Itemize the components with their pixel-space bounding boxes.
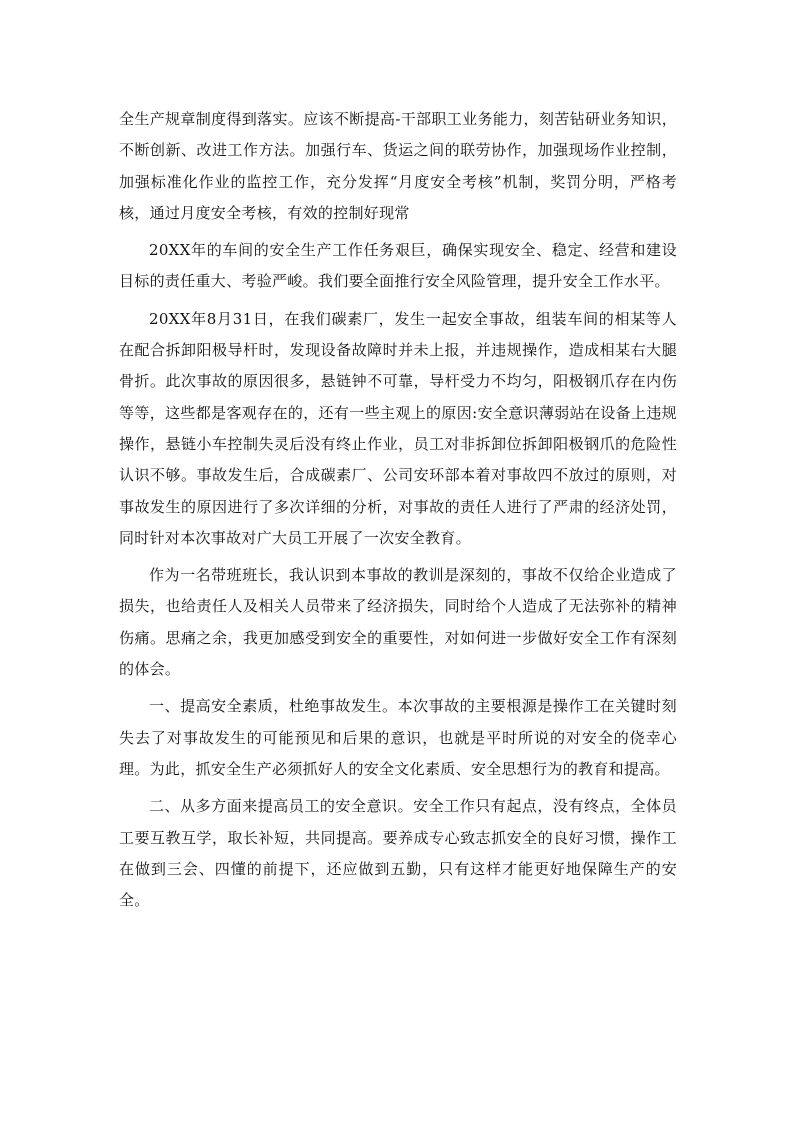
paragraph-4: 作为一名带班班长，我认识到本事故的教训是深刻的，事故不仅给企业造成了损失，也给责任人及相关人员带来了经济损失，同时给个人造成了无法弥补的精神伤痛。思痛之余，我更加感受到安全的重要性，对如何进一步做好安全工作有深刻的体会。: [119, 566, 677, 679]
paragraph-5: 一、提高安全素质，杜绝事故发生。本次事故的主要根源是操作工在关键时刻失去了对事故发生的可能预见和后果的意识，也就是平时所说的对安全的侥幸心理。为此，抓安全生产必须抓好人的安全文化素质、安全思想行为的教育和提高。: [119, 697, 677, 778]
paragraph-3: 20XX年8月31日，在我们碳素厂，发生一起安全事故，组装车间的相某等人在配合拆卸阳极导杆时，发现设备故障时并未上报，并违规操作，造成相某右大腿骨折。此次事故的原因很多，悬链钟不可靠，导杆受力不均匀，阳极钢爪存在内伤等等，这些都是客观存在的，还有一些主观上的原因:安全意识薄弱站在设备上违规操作，悬链小车控制失灵后没有终止作业，员工对非拆卸位拆卸阳极钢爪的危险性认识不够。事故发生后，合成碳素厂、公司安环部本着对事故四不放过的原则，对事故发生的原因进行了多次详细的分析，对事故的责任人进行了严肃的经济处罚，同时针对本次事故对广大员工开展了一次安全教育。: [119, 309, 677, 547]
paragraph-6: 二、从多方面来提高员工的安全意识。安全工作只有起点，没有终点，全体员工要互教互学，取长补短，共同提高。要养成专心致志抓安全的良好习惯，操作工在做到三会、四懂的前提下，还应做到五勤，只有这样才能更好地保障生产的安全。: [119, 797, 677, 910]
document-body: [119, 104, 677, 922]
paragraph-2: 20XX年的车间的安全生产工作任务艰巨，确保实现安全、稳定、经营和建设目标的责任重大、考验严峻。我们要全面推行安全风险管理，提升安全工作水平。: [119, 241, 677, 291]
paragraph-1: 全生产规章制度得到落实。应该不断提高-干部职工业务能力，刻苦钻研业务知识，不断创新、改进工作方法。加强行车、货运之间的联劳协作，加强现场作业控制，加强标准化作业的监控工作，充分发挥“月度安全考核”机制，奖罚分明，严格考核，通过月度安全考核，有效的控制好现常: [119, 110, 677, 222]
